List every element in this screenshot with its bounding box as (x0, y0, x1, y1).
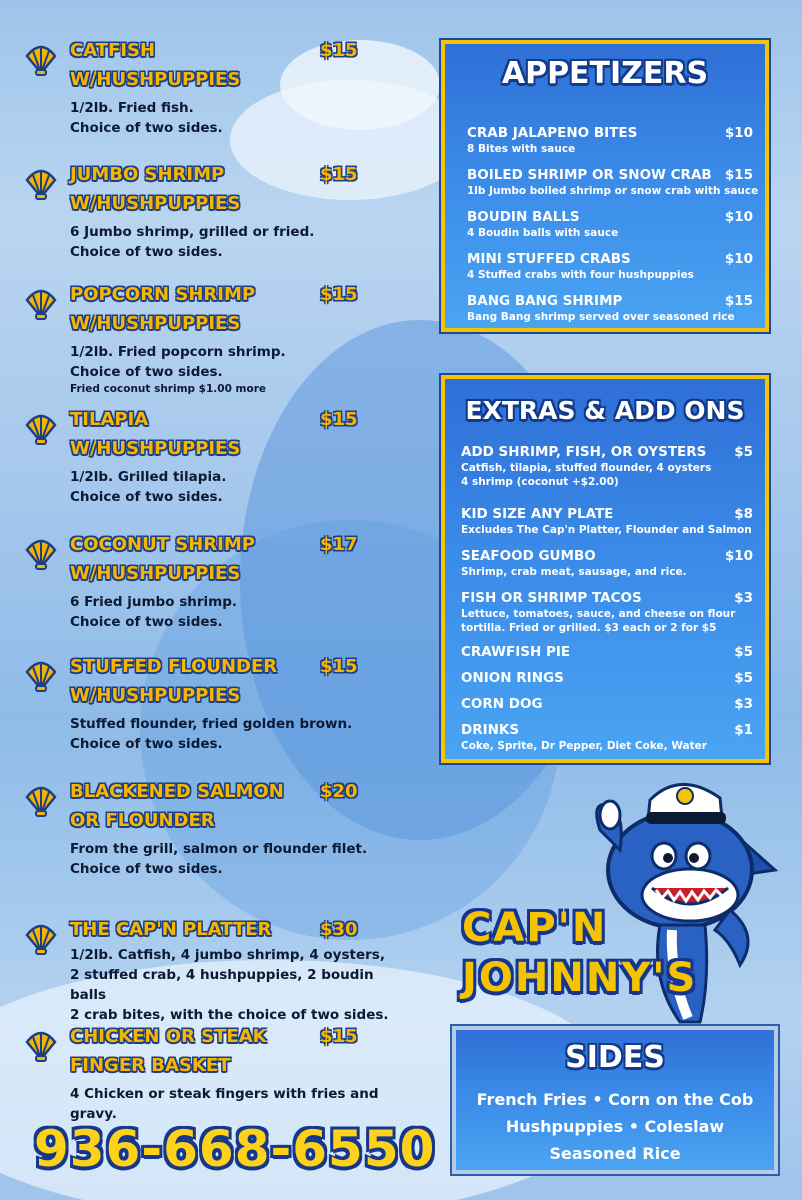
menu-item-title-line2: W/HUSHPUPPIES (70, 685, 241, 706)
extras-price: $5 (734, 444, 753, 460)
appetizer-name: CRAB JALAPENO BITES (467, 125, 638, 141)
menu-item-title: CATFISH (70, 40, 156, 61)
appetizer-name: MINI STUFFED CRABS (467, 251, 631, 267)
menu-item-title-line2: W/HUSHPUPPIES (70, 438, 241, 459)
menu-item-description (70, 714, 390, 754)
brand-name-line2: JOHNNY'S (462, 955, 698, 1001)
menu-item-description-line: 1/2lb. Grilled tilapia. (70, 469, 227, 485)
menu-item-description-line: 1/2lb. Fried fish. (70, 100, 194, 116)
menu-item-description-line: 6 Fried jumbo shrimp. (70, 594, 237, 610)
appetizer-name: BOUDIN BALLS (467, 209, 580, 225)
sides-line: Hushpuppies • Coleslaw (505, 1117, 725, 1136)
menu-item-title: TILAPIA (70, 409, 149, 430)
seashell-icon (24, 166, 58, 200)
menu-item-price: $15 (320, 164, 358, 185)
extras-description: Catfish, tilapia, stuffed flounder, 4 oysters (461, 462, 712, 474)
extras-price: $8 (734, 506, 753, 522)
menu-item-title: CHICKEN OR STEAK (70, 1026, 267, 1047)
seashell-icon (24, 658, 58, 692)
extras-price: $5 (734, 670, 753, 686)
menu-item-description-line: 1/2lb. Fried popcorn shrimp. (70, 344, 286, 360)
menu-item-description (70, 342, 390, 396)
menu-item-title: THE CAP'N PLATTER (70, 919, 272, 940)
menu-item-title: COCONUT SHRIMP (70, 534, 255, 555)
menu-item-price: $30 (320, 919, 358, 940)
appetizer-price: $15 (724, 167, 753, 183)
seashell-icon (24, 1028, 58, 1062)
seashell-icon (24, 42, 58, 76)
sides-line: French Fries • Corn on the Cob (476, 1090, 754, 1109)
menu-item-description (70, 1084, 390, 1124)
menu-item-price: $15 (320, 656, 358, 677)
menu-item-title: BLACKENED SALMON (70, 781, 284, 802)
menu-item-title: STUFFED FLOUNDER (70, 656, 278, 677)
appetizer-price: $10 (724, 125, 753, 141)
extras-price: $5 (734, 644, 753, 660)
menu-item-description-line: Choice of two sides. (70, 861, 223, 877)
appetizer-name: BOILED SHRIMP OR SNOW CRAB (467, 167, 712, 183)
menu-item-description-line: From the grill, salmon or flounder filet. (70, 841, 368, 857)
extras-description: Lettuce, tomatoes, sauce, and cheese on flour (461, 608, 736, 620)
menu-item-description (70, 222, 390, 262)
extras-price: $1 (734, 722, 753, 738)
seashell-icon (24, 411, 58, 445)
menu-item-title: JUMBO SHRIMP (70, 164, 225, 185)
menu-item-description-line: 1/2lb. Catfish, 4 jumbo shrimp, 4 oysters, (70, 947, 385, 963)
menu-item-description-line: 4 Chicken or steak fingers with fries and gravy. (70, 1086, 379, 1122)
menu-item-price: $15 (320, 40, 358, 61)
appetizer-description: 4 Boudin balls with sauce (467, 227, 619, 239)
menu-item-title-line2: W/HUSHPUPPIES (70, 563, 241, 584)
phone-number: 936-668-6550 (34, 1120, 436, 1178)
seashell-icon (24, 783, 58, 817)
sides-panel (452, 1026, 778, 1174)
appetizer-name: BANG BANG SHRIMP (467, 293, 623, 309)
extras-name: ADD SHRIMP, FISH, OR OYSTERS (461, 444, 707, 460)
menu-item-title-line2: W/HUSHPUPPIES (70, 69, 241, 90)
menu-item-description-line: Choice of two sides. (70, 489, 223, 505)
extras-price: $3 (734, 590, 753, 606)
extras-description: Excludes The Cap'n Platter, Flounder and Salmon (461, 524, 752, 536)
appetizer-description: 4 Stuffed crabs with four hushpuppies (467, 269, 694, 281)
menu-item-description-line: Choice of two sides. (70, 736, 223, 752)
extras-name: KID SIZE ANY PLATE (461, 506, 614, 522)
menu-item-description (70, 592, 390, 632)
menu-item-description-line: 6 Jumbo shrimp, grilled or fried. (70, 224, 315, 240)
extras-name: CRAWFISH PIE (461, 644, 571, 660)
menu-item-description (70, 945, 390, 1025)
extras-name: FISH OR SHRIMP TACOS (461, 590, 642, 606)
appetizer-price: $10 (724, 251, 753, 267)
appetizer-description: 8 Bites with sauce (467, 143, 576, 155)
extras-price: $10 (724, 548, 753, 564)
extras-title: EXTRAS & ADD ONS (465, 396, 745, 425)
menu-item-description (70, 98, 390, 138)
extras-description: Coke, Sprite, Dr Pepper, Diet Coke, Water (461, 740, 707, 752)
menu-item-title-line2: OR FLOUNDER (70, 810, 215, 831)
menu-item-description-line: Choice of two sides. (70, 364, 223, 380)
extras-description: tortilla. Fried or grilled. $3 each or 2 for $5 (461, 622, 717, 634)
brand-name-line1: CAP'N (462, 905, 608, 951)
extras-name: CORN DOG (461, 696, 543, 712)
menu-item-description-line: Choice of two sides. (70, 244, 223, 260)
menu-item-description-line: 2 crab bites, with the choice of two sides. (70, 1007, 389, 1023)
sides-title: SIDES (565, 1040, 665, 1075)
seashell-icon (24, 536, 58, 570)
menu-item-title: POPCORN SHRIMP (70, 284, 256, 305)
menu-item-description (70, 467, 390, 507)
appetizer-description: Bang Bang shrimp served over seasoned rice (467, 311, 735, 323)
menu-item-price: $15 (320, 1026, 358, 1047)
extras-name: ONION RINGS (461, 670, 564, 686)
appetizer-description: 1lb Jumbo boiled shrimp or snow crab with sauce (467, 185, 759, 197)
menu-item-price: $15 (320, 409, 358, 430)
appetizer-price: $10 (724, 209, 753, 225)
menu-item-title-line2: W/HUSHPUPPIES (70, 193, 241, 214)
extras-price: $3 (734, 696, 753, 712)
menu-item-description-line: Choice of two sides. (70, 614, 223, 630)
menu-item-price: $15 (320, 284, 358, 305)
seashell-icon (24, 921, 58, 955)
menu-item-price: $17 (320, 534, 358, 555)
extras-panel (441, 375, 769, 763)
menu-item-price: $20 (320, 781, 358, 802)
menu-item-title-line2: W/HUSHPUPPIES (70, 313, 241, 334)
menu-item-description-line: Stuffed flounder, fried golden brown. (70, 716, 353, 732)
extras-description: 4 shrimp (coconut +$2.00) (461, 476, 619, 488)
extras-name: SEAFOOD GUMBO (461, 548, 596, 564)
extras-name: DRINKS (461, 722, 520, 738)
menu-item-description-line: Choice of two sides. (70, 120, 223, 136)
extras-description: Shrimp, crab meat, sausage, and rice. (461, 566, 687, 578)
menu-item-note: Fried coconut shrimp $1.00 more (70, 383, 267, 395)
menu-item-description-line: 2 stuffed crab, 4 hushpuppies, 2 boudin balls (70, 967, 374, 1003)
seashell-icon (24, 286, 58, 320)
menu-item-title-line2: FINGER BASKET (70, 1055, 231, 1076)
appetizer-price: $15 (724, 293, 753, 309)
appetizers-panel (441, 40, 769, 332)
menu-item-description (70, 839, 390, 879)
appetizers-title: APPETIZERS (501, 56, 709, 91)
sides-line: Seasoned Rice (549, 1144, 681, 1163)
